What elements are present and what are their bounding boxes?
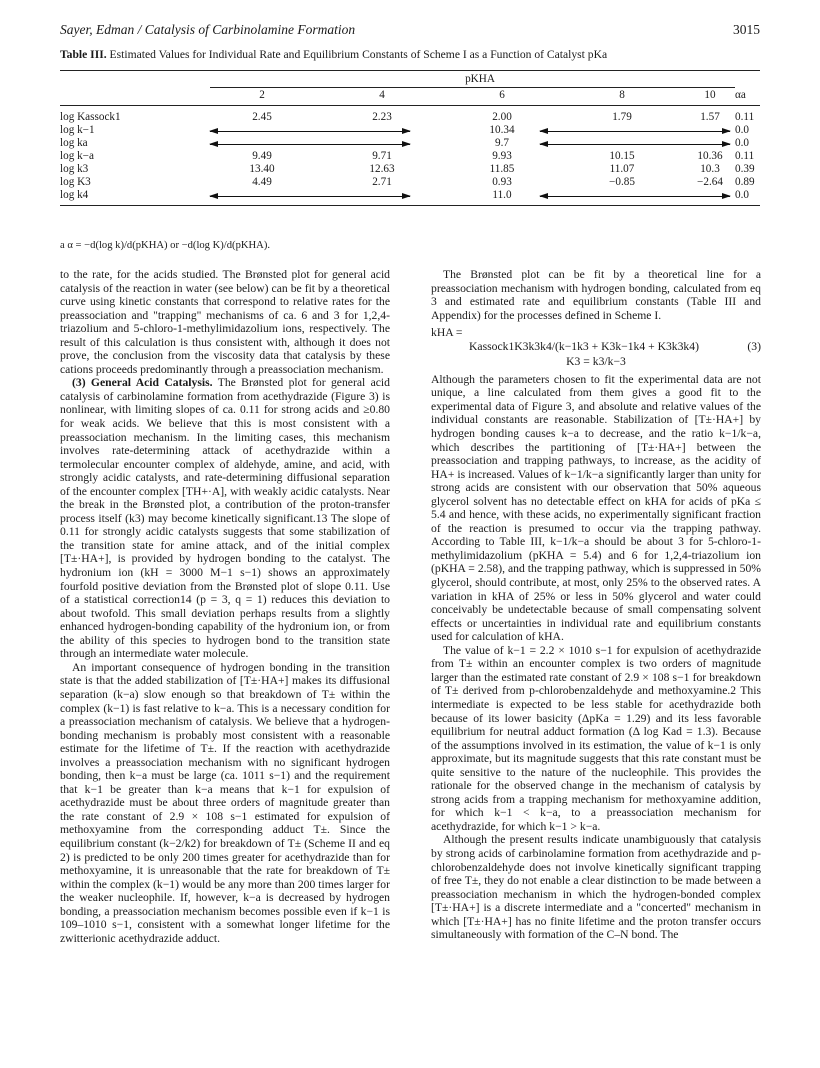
- col-header: 8: [619, 89, 625, 101]
- paragraph: to the rate, for the acids studied. The Brønsted plot for general acid catalysis of the reaction in water (see below) can be fit by a theoretical curve using kinetic constants that correspond to relative rates for the preassociation and "trapping" mechanisms of ca. 6 and 3 for 1,2,4-triazolium and 5-chloro-1-methylimidazolium ions, respectively. The result of this calculation is thus consistent with, although it does not prove, the conclusion from the viscosity data that catalysis by these cations proceeds predominantly through a preassociation mechanism.: [60, 268, 390, 376]
- alpha-header: αa: [735, 89, 746, 101]
- table-cell: −2.64: [697, 176, 723, 188]
- paragraph: Although the parameters chosen to fit the experimental data are not unique, a line calculated from them gives a good fit to the experimental data of Figure 3, and absolute and relative values of the individual constants are reasonable. Stabilization of [T±·HA+] by hydrogen bonding causes k−a to decrease, and the ratio k−1/k−a, which describes the partitioning of [T±·HA+] between the preassociation and trapping pathways, to increase, as the acidity of HA+ is increased. Values of k−1/k−a significantly larger than unity for strong acids are consistent with our observation that 50% aqueous glycerol solvent has no detectable effect on kHA for acids of pKa ≤ 5.4 and hence, with these acids, no experimentally significant fraction of the reaction is presumed to occur via the trapping pathway. According to Table III, k−1/k−a should be about 3 for 5-chloro-1-methylimidazolium (pKHA = 5.4) and 6 for 1,2,4-triazolium ion (pKHA = 2.58), and the trapping pathway, which is suppressed in 50% glycerol, should contribute, at most, only 25% to the observed rates. A variation in kHA of 25% or less in 50% glycerol and water could conceivably be undetectable because of small compensating solvent effects or uncertainties in individual rate and equilibrium constants used for calculation of kHA.: [431, 372, 761, 644]
- page-number: 3015: [733, 22, 760, 37]
- paragraph: An important consequence of hydrogen bonding in the transition state is that the added stabilization of [T±·HA+] makes its diffusional separation (k−a) slow enough so that breakdown of T± within the complex (k−1) is fast relative to k−a. This is a necessary condition for a preassociation mechanism of catalysis. We believe that a hydrogen-bonding mechanism is probably most consistent with a reasonable estimate for the lifetime of T±. If the reaction with acethydrazide involves a preassociation mechanism with no significant hydrogen bonding, then k−a must be large (ca. 1011 s−1) and the requirement that k−1 be greater than k−a means that k−1 for expulsion of acethydrazide must be about three orders of magnitude greater than the rate constant of 2.9 × 108 s−1 estimated for expulsion of methoxyamine from the corresponding adduct T±. Since the equilibrium constant (k−2/k2) for breakdown of T± (Scheme II and eq 2) is predicted to be only 200 times greater for acethydrazide than for methoxyamine, it is unreasonable that the rate for breakdown of T± within the complex (k−1) would be any more than 200 times larger for the weaker nucleophile. If, however, k−a is decreased by hydrogen bonding, a preassociation mechanism becomes possible even if k−1 is 109–1010 s−1, consistent with a somewhat longer lifetime for the zwitterionic acethydrazide adduct.: [60, 660, 390, 945]
- table-cell: 2.23: [372, 111, 392, 123]
- data-table: [60, 70, 760, 266]
- paragraph: [60, 376, 390, 660]
- table-cell: 9.93: [492, 150, 512, 162]
- table-cell: 1.79: [612, 111, 632, 123]
- table-cell: 9.7: [495, 137, 509, 149]
- table-cell: 1.57: [700, 111, 720, 123]
- spanner-rule: [210, 87, 735, 88]
- alpha-cell: 0.0: [735, 189, 749, 201]
- constant-left-arrow: [210, 131, 410, 132]
- table-label: Table III.: [60, 48, 107, 61]
- table-cell: 0.93: [492, 176, 512, 188]
- row-label: log K3: [60, 176, 91, 188]
- alpha-cell: 0.89: [735, 176, 755, 188]
- left-column: [60, 268, 390, 945]
- col-header: 4: [379, 89, 385, 101]
- table-cell: 10.36: [697, 150, 723, 162]
- equation-body: [431, 340, 761, 354]
- row-label: log k−1: [60, 124, 95, 136]
- pk-header: pKHA: [465, 73, 495, 85]
- table-footnote: a α = −d(log k)/d(pKHA) or −d(log K)/d(pKHA).: [60, 240, 271, 251]
- table-cell: 11.0: [492, 189, 512, 201]
- table-cell: 9.49: [252, 150, 272, 162]
- row-label: log k3: [60, 163, 89, 175]
- alpha-cell: 0.0: [735, 137, 749, 149]
- constant-left-arrow: [210, 196, 410, 197]
- equation-expression: Kassock1K3k3k4/(k−1k3 + K3k−1k4 + K3k3k4): [469, 339, 699, 353]
- constant-right-arrow: [540, 131, 730, 132]
- paragraph: Although the present results indicate unambiguously that catalysis by strong acids of carbinolamine formation from acethydrazide and p-chlorobenzaldehyde does not involve kinetically significant trapping of free T±, they do not enable a clear distinction to be made between a preassociation mechanism in which the hydrogen-bonded complex [T±·HA+] is a discrete intermediate and a "concerted" mechanism in which [T±·HA+] has no finite lifetime and the proton transfer occurs simultaneously with formation of the C–N bond. The: [431, 833, 761, 942]
- table-cell: 12.63: [369, 163, 395, 175]
- paragraph: The value of k−1 = 2.2 × 1010 s−1 for expulsion of acethydrazide from T± within an encounter complex is two orders of magnitude larger than the estimated rate constant of 2.9 × 108 s−1 for breakdown of T± derived from p-chlorobenzaldehyde and methoxyamine.2 This intermediate is expected to be less stable for acethydrazide both because of its lower basicity (ΔpKa = 1.29) and its less favorable equilibrium for neutral adduct formation (Δ log Kad = 1.3). Because of the assumptions involved in its estimation, the value of k−1 is only approximate, but its magnitude suggests that this rate constant must be quite sensitive to the nature of the nucleophile. This provides the rationale for the observed change in the mechanism of catalysis by strong acids from a trapping mechanism for methoxyamine addition, for which k−1 < k−a, to a preassociation mechanism for acethydrazide, for which k−1 > k−a.: [431, 643, 761, 833]
- table-cell: 2.45: [252, 111, 272, 123]
- paragraph-text: The Brønsted plot for general acid catalysis of carbinolamine formation from acethydrazide (Figure 3) is nonlinear, with limiting slopes of ca. 0.11 for strong acids and ≥0.80 for weak acids. We believe that this is most consistent with a preassociation mechanism. In the limiting cases, this mechanism involves rate-determining attack of acethydrazide within a termolecular encounter complex of aldehyde, amine, and acid, with strongly acidic catalysts, and rate-determining diffusional separation of the encounter complex [TH+·A], with weakly acidic catalysts. Near the break in the Brønsted plot, a contribution of the proton-transfer process itself (k3) may become kinetically significant.13 The slope of 0.11 for strongly acidic catalysts suggests that some stabilization of the transition state for amine attack, and of the initial complex [T±·HA+], is provided by hydrogen bonding to the catalyst. The hydronium ion (kH = 3000 M−1 s−1) shows an approximately fourfold positive deviation from the Brønsted plot of slope 0.11. Use of a statistical correction14 (p = 3, q = 1) reduces this deviation to about twofold. This small deviation perhaps results from a slightly enhanced hydrogen-bonding capability of the hydronium ion, or from the ability of this species to hydrogen bond to the transition state through an intermediate water molecule.: [60, 376, 390, 661]
- col-header: 2: [259, 89, 265, 101]
- table-cell: 10.15: [609, 150, 635, 162]
- table-bottom-rule: [60, 205, 760, 206]
- header-bottom-rule: [60, 105, 760, 106]
- alpha-cell: 0.0: [735, 124, 749, 136]
- table-cell: 2.71: [372, 176, 392, 188]
- table-cell: 9.71: [372, 150, 392, 162]
- constant-right-arrow: [540, 196, 730, 197]
- equation-lhs: kHA =: [431, 326, 463, 340]
- table-cell: 13.40: [249, 163, 275, 175]
- table-cell: 11.85: [489, 163, 515, 175]
- alpha-cell: 0.39: [735, 163, 755, 175]
- equation-number: (3): [747, 339, 761, 353]
- row-label: log k4: [60, 189, 89, 201]
- constant-left-arrow: [210, 144, 410, 145]
- running-head-title: Sayer, Edman / Catalysis of Carbinolamine Formation: [60, 22, 356, 37]
- right-column: [431, 268, 761, 942]
- table-cell: 10.3: [700, 163, 720, 175]
- row-label: log k−a: [60, 150, 94, 162]
- table-cell: 2.00: [492, 111, 512, 123]
- row-label: log Kassock1: [60, 111, 121, 123]
- table-top-rule: [60, 70, 760, 71]
- table-cell: 4.49: [252, 176, 272, 188]
- constant-right-arrow: [540, 144, 730, 145]
- equation-3: [431, 326, 761, 369]
- equation-k3: K3 = k3/k−3: [566, 355, 626, 369]
- alpha-cell: 0.11: [735, 150, 755, 162]
- table-caption-text: Estimated Values for Individual Rate and Equilibrium Constants of Scheme I as a Function of Catalyst pKa: [109, 48, 608, 61]
- table-cell: −0.85: [609, 176, 635, 188]
- running-head: [60, 22, 760, 38]
- table-caption: [60, 48, 760, 62]
- table-cell: 11.07: [609, 163, 635, 175]
- section-heading: (3) General Acid Catalysis.: [72, 376, 213, 390]
- col-header: 10: [704, 89, 716, 101]
- alpha-cell: 0.11: [735, 111, 755, 123]
- col-header: 6: [499, 89, 505, 101]
- paragraph: The Brønsted plot can be fit by a theoretical line for a preassociation mechanism with hydrogen bonding, calculated from eq 3 and estimated rate and equilibrium constants (Table III and Appendix) for the processes defined in Scheme I.: [431, 268, 761, 322]
- row-label: log ka: [60, 137, 88, 149]
- table-cell: 10.34: [489, 124, 515, 136]
